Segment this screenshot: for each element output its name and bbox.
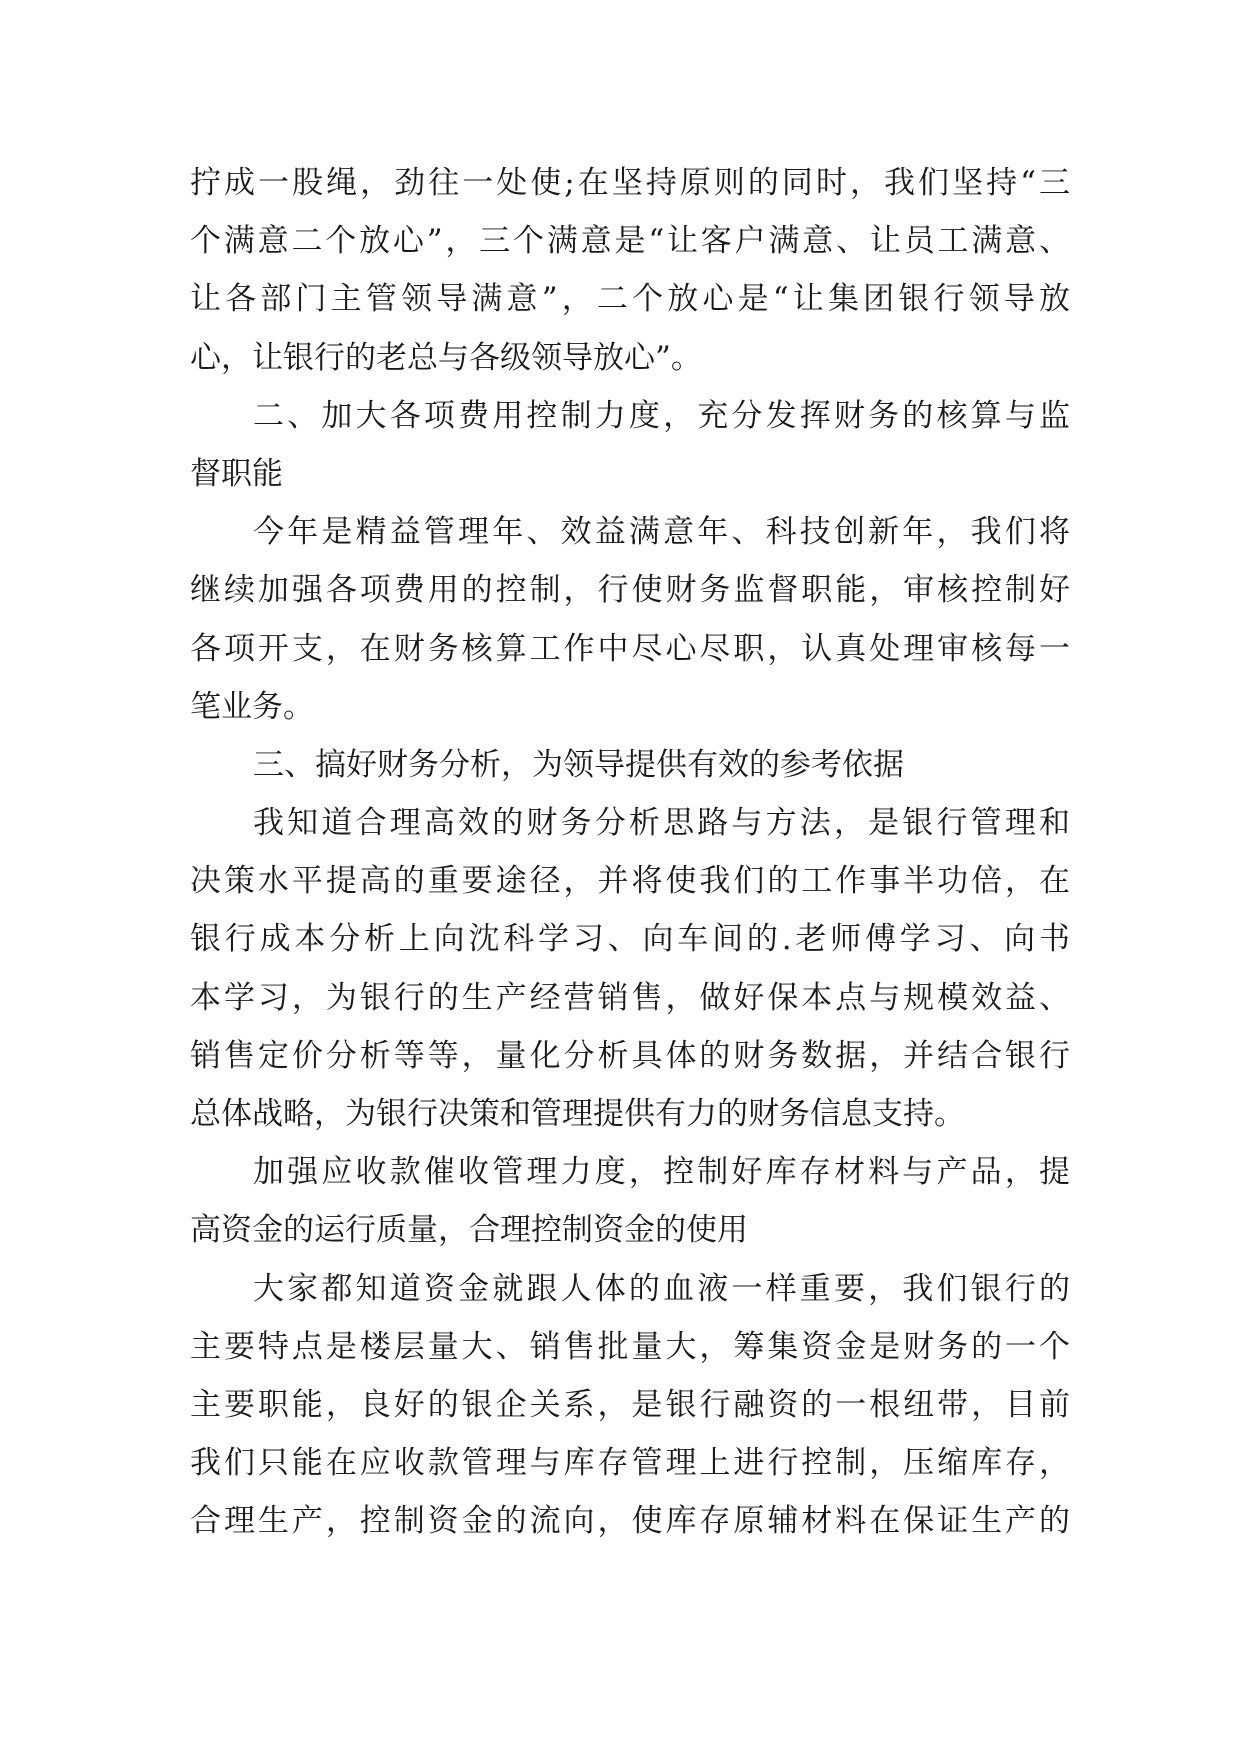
text-line: 心，让银行的老总与各级领导放心”。	[190, 339, 702, 376]
text-line: 决策水平提高的重要途径，并将使我们的工作事半功倍，在	[190, 863, 1070, 900]
text-line: 让各部门主管领导满意”，二个放心是“让集团银行领导放	[190, 281, 1070, 318]
text-line: 我知道合理高效的财务分析思路与方法，是银行管理和	[253, 805, 1070, 842]
text-line: 主要职能，良好的银企关系，是银行融资的一根纽带，目前	[190, 1386, 1070, 1423]
text-line: 二、加大各项费用控制力度，充分发挥财务的核算与监	[253, 397, 1070, 434]
text-line: 加强应收款催收管理力度，控制好库存材料与产品，提	[253, 1154, 1070, 1191]
text-line: 拧成一股绳，劲往一处使;在坚持原则的同时，我们坚持“三	[190, 165, 1070, 201]
text-line: 我们只能在应收款管理与库存管理上进行控制，压缩库存，	[190, 1445, 1070, 1482]
text-line: 本学习，为银行的生产经营销售，做好保本点与规模效益、	[190, 979, 1070, 1016]
text-line: 主要特点是楼层量大、销售批量大，筹集资金是财务的一个	[190, 1328, 1070, 1365]
text-line: 各项开支，在财务核算工作中尽心尽职，认真处理审核每一	[190, 630, 1070, 667]
text-line: 笔业务。	[190, 688, 314, 725]
text-line: 大家都知道资金就跟人体的血液一样重要，我们银行的	[253, 1270, 1070, 1307]
text-line: 销售定价分析等等，量化分析具体的财务数据，并结合银行	[190, 1037, 1070, 1074]
text-line: 个满意二个放心”，三个满意是“让客户满意、让员工满意、	[190, 223, 1070, 260]
text-line: 总体战略，为银行决策和管理提供有力的财务信息支持。	[190, 1096, 965, 1132]
text-line: 银行成本分析上向沈科学习、向车间的.老师傅学习、向书	[190, 921, 1070, 958]
text-line: 继续加强各项费用的控制，行使财务监督职能，审核控制好	[190, 572, 1070, 609]
document-body	[190, 154, 1070, 1551]
text-line: 督职能	[190, 455, 283, 492]
text-line: 高资金的运行质量，合理控制资金的使用	[190, 1212, 748, 1249]
text-line: 今年是精益管理年、效益满意年、科技创新年，我们将	[253, 514, 1070, 551]
text-line: 三、搞好财务分析，为领导提供有效的参考依据	[253, 746, 904, 783]
text-line: 合理生产，控制资金的流向，使库存原辅材料在保证生产的	[190, 1503, 1070, 1540]
